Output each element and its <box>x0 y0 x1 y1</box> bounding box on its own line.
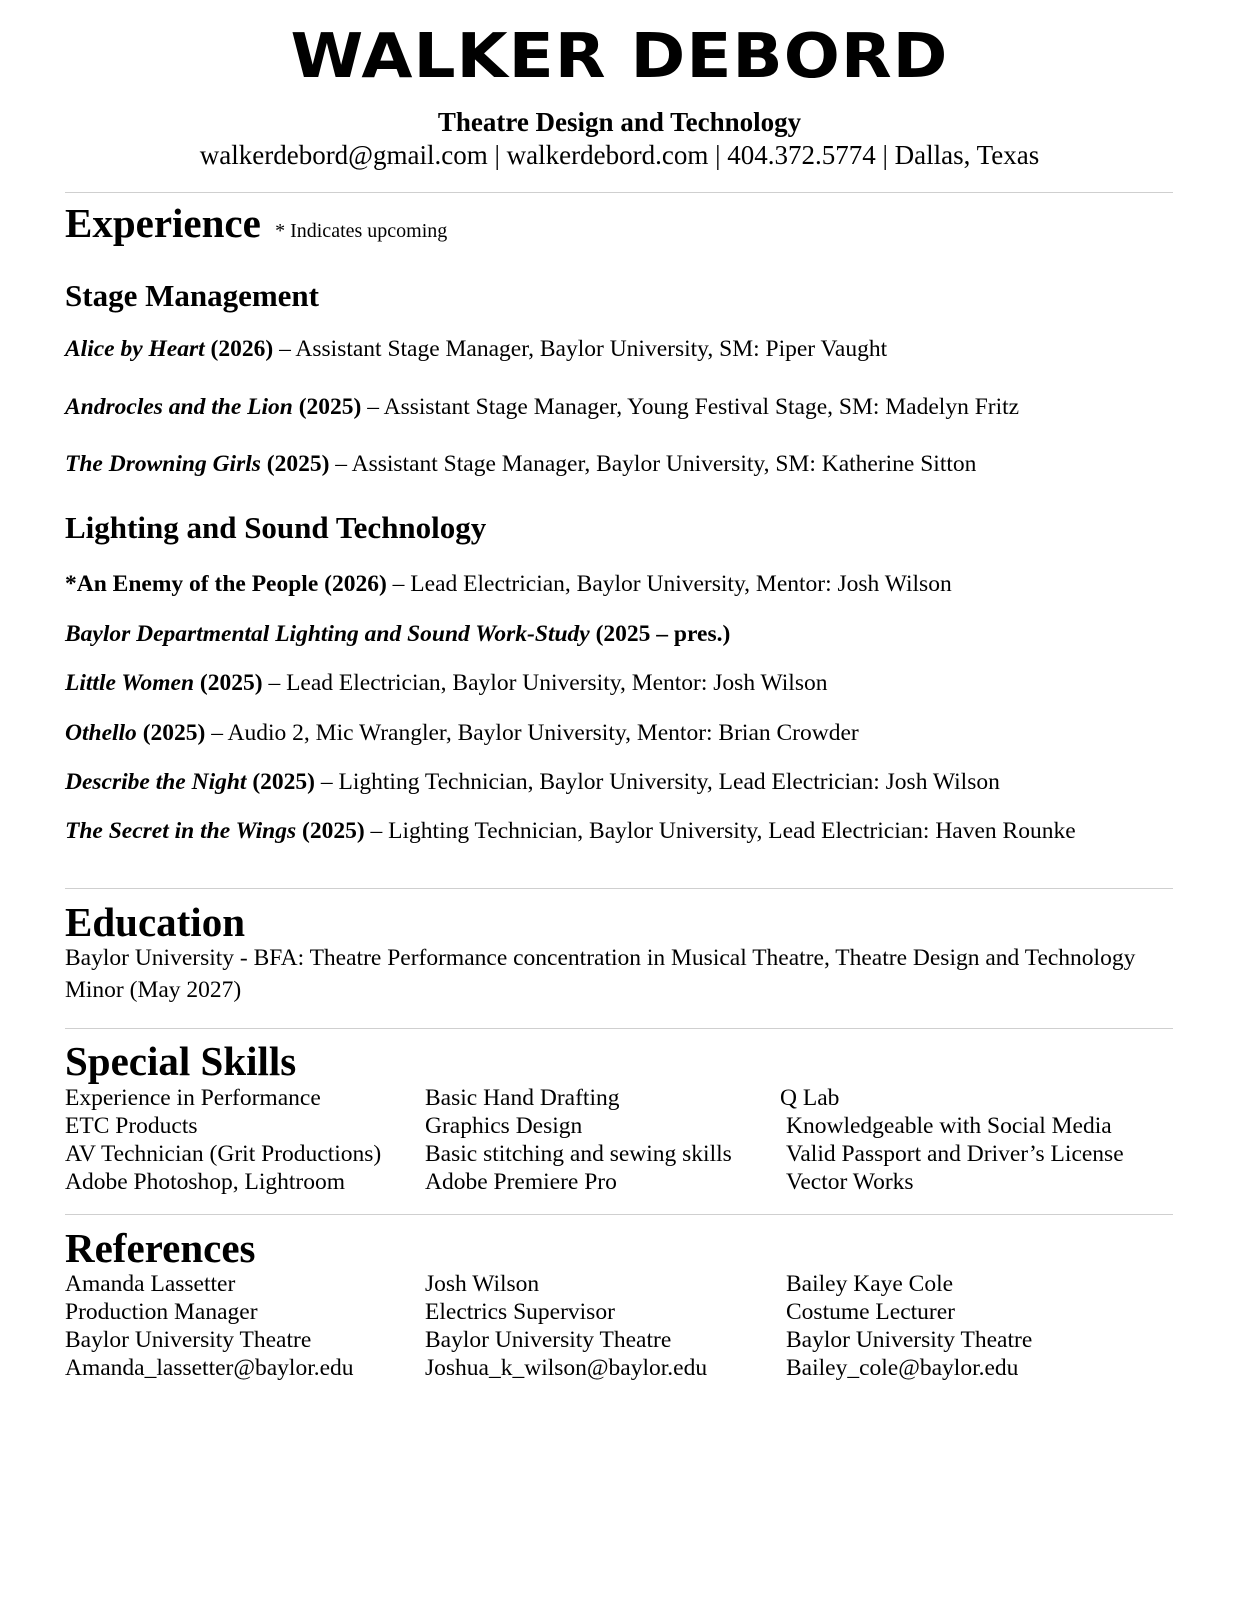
section-divider <box>65 888 1173 889</box>
skill-item: Adobe Premiere Pro <box>425 1169 617 1195</box>
experience-item-workstudy <box>65 623 730 647</box>
production-detail: – Lead Electrician, Baylor University, Mentor: Josh Wilson <box>386 571 952 597</box>
section-divider <box>65 1214 1173 1215</box>
production-detail: – Lighting Technician, Baylor University, Lead Electrician: Josh Wilson <box>315 769 1000 795</box>
skill-item: Q Lab <box>780 1085 840 1111</box>
skills-column <box>425 1084 732 1196</box>
lighting-sound-heading: Lighting and Sound Technology <box>65 510 487 545</box>
skill-item: ETC Products <box>65 1113 198 1139</box>
production-detail: – Audio 2, Mic Wrangler, Baylor University, Mentor: Brian Crowder <box>205 720 859 746</box>
skill-item: Basic Hand Drafting <box>425 1085 620 1111</box>
production-title: The Drowning Girls <box>65 451 261 477</box>
experience-heading <box>65 200 448 246</box>
production-title: *An Enemy of the People (2026) <box>65 571 387 597</box>
reference-role: Electrics Supervisor <box>425 1299 615 1325</box>
production-year: (2025) <box>296 818 365 844</box>
reference-email: Bailey_cole@baylor.edu <box>786 1355 1019 1381</box>
production-year: (2025) <box>298 394 362 420</box>
production-year: (2025) <box>246 769 315 795</box>
reference-organization: Baylor University Theatre <box>786 1327 1033 1353</box>
education-text: Baylor University - BFA: Theatre Performance concentration in Musical Theatre, Theatre Design and Technology Minor (May 2027) <box>65 945 1136 1003</box>
reference-email: Amanda_lassetter@baylor.edu <box>65 1355 354 1381</box>
skill-item: Basic stitching and sewing skills <box>425 1141 732 1167</box>
production-year: (2025) <box>136 720 206 746</box>
stage-management-heading: Stage Management <box>65 278 319 313</box>
experience-item <box>65 396 1019 420</box>
reference-card <box>65 1270 354 1382</box>
production-year: (2025) <box>266 451 330 477</box>
reference-role: Production Manager <box>65 1299 258 1325</box>
production-detail: – Assistant Stage Manager, Baylor University, SM: Piper Vaught <box>273 336 888 362</box>
reference-name: Amanda Lassetter <box>65 1271 236 1297</box>
skill-item: Graphics Design <box>425 1113 583 1139</box>
experience-item <box>65 453 976 477</box>
production-detail: – Lighting Technician, Baylor University, Lead Electrician: Haven Rounke <box>364 818 1076 844</box>
production-title: Othello <box>65 720 137 746</box>
skill-item: Experience in Performance <box>65 1085 321 1111</box>
production-title: Little Women <box>65 670 195 696</box>
reference-email: Joshua_k_wilson@baylor.edu <box>425 1355 708 1381</box>
production-year: (2026) <box>210 336 274 362</box>
experience-item <box>65 771 1000 795</box>
reference-name: Bailey Kaye Cole <box>786 1271 954 1297</box>
production-detail: – Assistant Stage Manager, Young Festival Stage, SM: Madelyn Fritz <box>361 394 1020 420</box>
experience-item <box>65 338 887 362</box>
production-title: Androcles and the Lion <box>65 394 293 420</box>
production-title: The Secret in the Wings <box>65 818 297 844</box>
workstudy-title: Baylor Departmental Lighting and Sound Work-Study <box>65 621 590 647</box>
skill-item: Vector Works <box>786 1169 914 1195</box>
section-divider <box>65 192 1173 193</box>
production-title: Describe the Night <box>65 769 247 795</box>
reference-card <box>425 1270 707 1382</box>
skills-column <box>780 1084 1124 1196</box>
production-detail: – Lead Electrician, Baylor University, Mentor: Josh Wilson <box>262 670 828 696</box>
resume-tagline: Theatre Design and Technology <box>437 107 802 137</box>
reference-role: Costume Lecturer <box>786 1299 956 1325</box>
production-title: Alice by Heart <box>65 336 205 362</box>
upcoming-note: * Indicates upcoming <box>275 220 448 242</box>
skills-heading: Special Skills <box>65 1038 297 1084</box>
reference-card <box>786 1270 1032 1382</box>
references-heading: References <box>65 1225 256 1271</box>
reference-organization: Baylor University Theatre <box>65 1327 312 1353</box>
skill-item: AV Technician (Grit Productions) <box>65 1141 382 1167</box>
skill-item: Knowledgeable with Social Media <box>786 1113 1112 1139</box>
experience-item <box>65 672 827 696</box>
reference-name: Josh Wilson <box>425 1271 540 1297</box>
section-divider <box>65 1028 1173 1029</box>
experience-item <box>65 722 859 746</box>
skill-item: Adobe Photoshop, Lightroom <box>65 1169 346 1195</box>
contact-line: walkerdebord@gmail.com | walkerdebord.com | 404.372.5774 | Dallas, Texas <box>199 140 1040 170</box>
skills-column <box>65 1084 381 1196</box>
reference-organization: Baylor University Theatre <box>425 1327 672 1353</box>
experience-item <box>65 820 1076 844</box>
resume-name: WALKER DEBORD <box>290 20 949 93</box>
skill-item: Valid Passport and Driver’s License <box>786 1141 1124 1167</box>
experience-item-upcoming <box>65 573 952 597</box>
production-detail: – Assistant Stage Manager, Baylor University, SM: Katherine Sitton <box>329 451 977 477</box>
production-year: (2025) <box>194 670 263 696</box>
experience-title: Experience <box>65 200 261 246</box>
education-heading: Education <box>65 899 245 945</box>
workstudy-year: (2025 – pres.) <box>589 621 731 647</box>
